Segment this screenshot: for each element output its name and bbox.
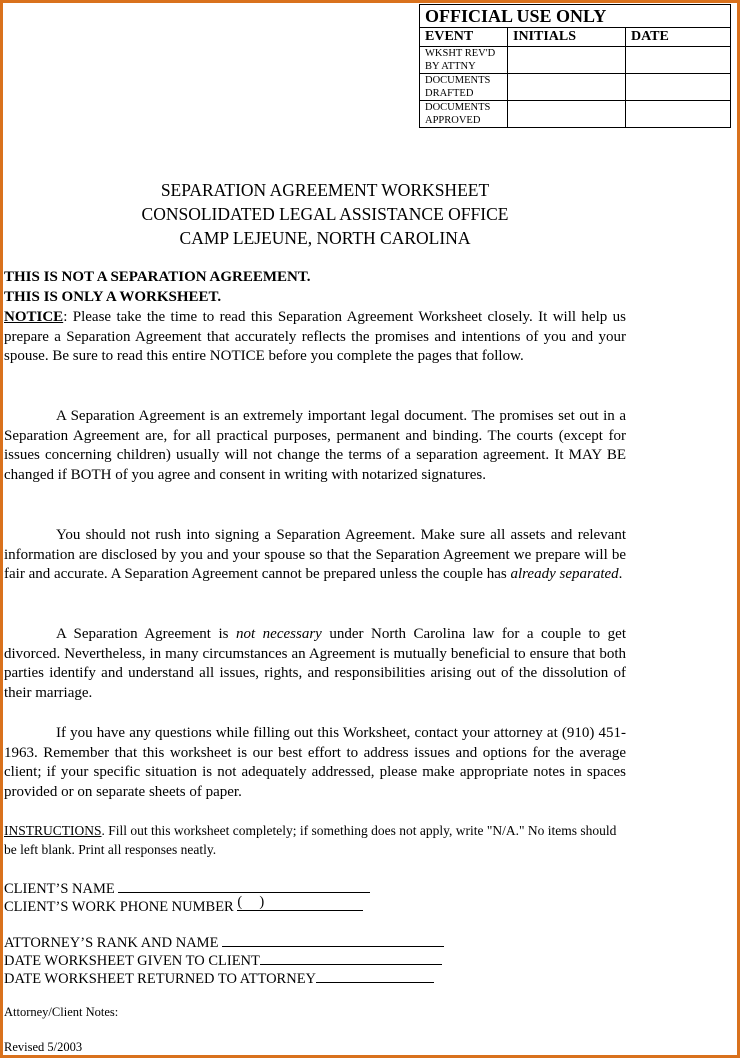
table-row [420, 47, 731, 74]
paragraph-text: A Separation Agreement is [56, 626, 236, 642]
date-cell[interactable] [626, 101, 731, 128]
event-cell: DOCUMENTS DRAFTED [420, 74, 508, 101]
paragraph-text: You should not rush into signing a Separation Agreement. Make sure all assets and relevant information are disclosed by you and your spouse so that the Separation Agreement we prepare will be fair and accurate. A Separation Agreement cannot be prepared unless the couple has [4, 527, 626, 583]
col-date: DATE [626, 28, 731, 47]
field-label: CLIENT’S WORK PHONE NUMBER [4, 899, 234, 915]
attorney-input[interactable] [222, 932, 444, 947]
table-row [420, 74, 731, 101]
table-row [420, 101, 731, 128]
heading-line: SEPARATION AGREEMENT WORKSHEET [160, 180, 490, 200]
emphasis-text: already separated [510, 566, 619, 583]
paragraph-text: . [618, 566, 623, 583]
warning-line: THIS IS ONLY A WORKSHEET. [4, 288, 222, 305]
official-use-table [419, 4, 731, 128]
initials-cell[interactable] [508, 47, 626, 74]
event-cell: DOCUMENTS APPROVED [420, 101, 508, 128]
date-cell[interactable] [626, 47, 731, 74]
warning-block [4, 268, 626, 307]
phone-paren: ) [259, 894, 265, 910]
date-cell[interactable] [626, 74, 731, 101]
heading-line: CAMP LEJEUNE, NORTH CAROLINA [179, 228, 471, 248]
notice-text: : Please take the time to read this Separation Agreement Worksheet closely. It will help us prepare a Separation Agreement that accurately reflects the promises and intentions of you and your spouse. Be sure to read this entire NOTICE before you complete the pages that follow. [4, 309, 626, 365]
date-given-input[interactable] [260, 950, 442, 965]
initials-cell[interactable] [508, 74, 626, 101]
field-label: ATTORNEY’S RANK AND NAME [4, 935, 219, 951]
notice-paragraph [4, 308, 626, 367]
date-given-field [4, 950, 442, 970]
official-use-title: OFFICIAL USE ONLY [420, 5, 731, 28]
instructions-text: . Fill out this worksheet completely; if something does not apply, write "N/A." No items should be left blank. Print all responses neatly. [4, 823, 617, 857]
emphasis-text: not necessary [236, 626, 322, 642]
client-name-field [4, 878, 370, 898]
field-label: CLIENT’S NAME [4, 881, 115, 897]
date-returned-input[interactable] [316, 968, 434, 983]
paragraph-text: under North Carolina law for a couple to get divorced. Nevertheless, in many circumstances an Agreement is mutually beneficial to ensure that both parties identify and understand all issues, rights, and responsibilities arising out of the dissolution of their marriage. [4, 626, 626, 701]
heading-line: CONSOLIDATED LEGAL ASSISTANCE OFFICE [141, 204, 509, 224]
paragraph: If you have any questions while filling out this Worksheet, contact your attorney at (910) 451-1963. Remember that this worksheet is our best effort to address issues and options for the average client; if your specific situation is not adequately addressed, please make appropriate notes in spaces provided or on separate sheets of paper. [4, 725, 626, 800]
phone-paren: ( [237, 894, 243, 910]
initials-cell[interactable] [508, 101, 626, 128]
notice-label: NOTICE [4, 309, 64, 325]
client-phone-input[interactable] [237, 896, 363, 911]
instructions-label: INSTRUCTIONS [4, 823, 102, 838]
field-label: DATE WORKSHEET GIVEN TO CLIENT [4, 953, 260, 969]
document-heading [0, 178, 650, 250]
field-label: DATE WORKSHEET RETURNED TO ATTORNEY [4, 971, 317, 987]
instructions-paragraph [4, 821, 626, 859]
client-name-input[interactable] [118, 878, 370, 893]
event-cell: WKSHT REV'D BY ATTNY [420, 47, 508, 74]
date-returned-field [4, 968, 434, 988]
col-event: EVENT [420, 28, 508, 47]
paragraph [4, 526, 626, 585]
notes-label: Attorney/Client Notes: [4, 1005, 119, 1019]
paragraph: A Separation Agreement is an extremely important legal document. The promises set out in a Separation Agreement are, for all practical purposes, permanent and binding. The courts (except for issues concerning children) usually will not change the terms of a separation agreement. It MAY BE changed if BOTH of you agree and consent in writing with notarized signatures. [4, 408, 626, 483]
attorney-field [4, 932, 444, 952]
client-phone-field [4, 896, 363, 916]
col-initials: INITIALS [508, 28, 626, 47]
revised-label: Revised 5/2003 [4, 1040, 83, 1054]
paragraph [4, 625, 626, 703]
warning-line: THIS IS NOT A SEPARATION AGREEMENT. [4, 269, 311, 285]
